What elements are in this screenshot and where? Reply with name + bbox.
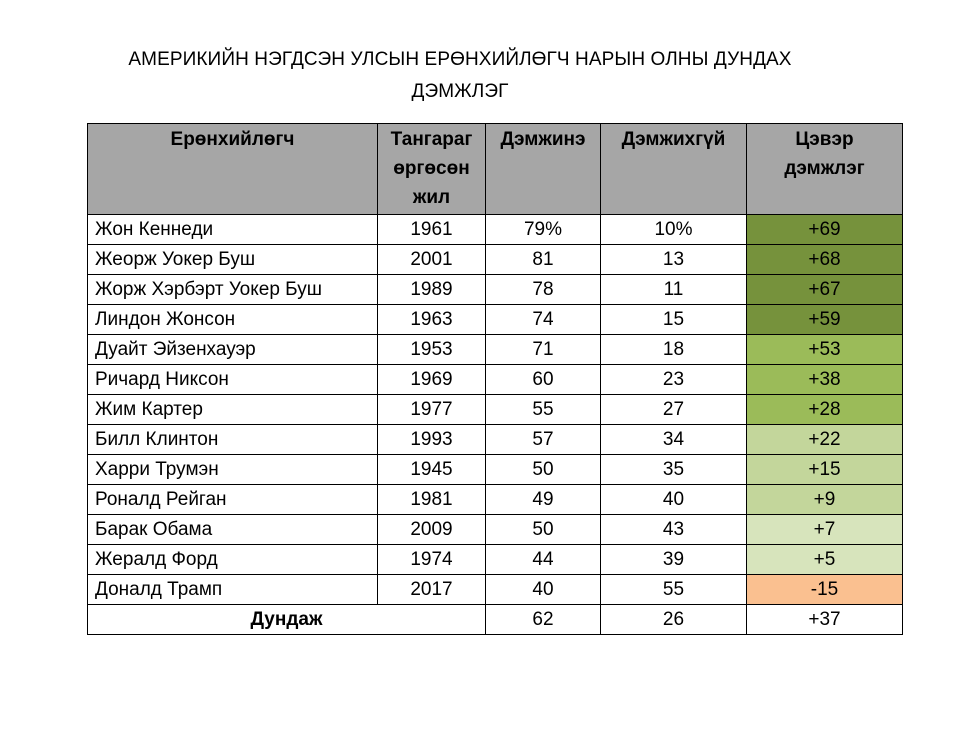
cell-net: +22 xyxy=(747,425,903,455)
cell-president: Дуайт Эйзенхауэр xyxy=(88,335,378,365)
cell-year: 1974 xyxy=(378,545,486,575)
cell-year: 1977 xyxy=(378,395,486,425)
cell-year: 1963 xyxy=(378,305,486,335)
table-row xyxy=(88,335,903,365)
header-approve: Дэмжинэ xyxy=(486,124,601,215)
average-row xyxy=(88,605,903,635)
cell-president: Жим Картер xyxy=(88,395,378,425)
cell-president: Жеорж Уокер Буш xyxy=(88,245,378,275)
table-row xyxy=(88,485,903,515)
cell-net: +59 xyxy=(747,305,903,335)
average-label: Дундаж xyxy=(88,605,486,635)
cell-approve: 55 xyxy=(486,395,601,425)
cell-approve: 74 xyxy=(486,305,601,335)
cell-president: Харри Трумэн xyxy=(88,455,378,485)
cell-year: 2009 xyxy=(378,515,486,545)
cell-disapprove: 11 xyxy=(601,275,747,305)
cell-approve: 50 xyxy=(486,455,601,485)
header-president: Ерөнхийлөгч xyxy=(88,124,378,215)
cell-approve: 79% xyxy=(486,215,601,245)
cell-president: Барак Обама xyxy=(88,515,378,545)
cell-year: 2017 xyxy=(378,575,486,605)
cell-disapprove: 35 xyxy=(601,455,747,485)
cell-net: +68 xyxy=(747,245,903,275)
cell-approve: 60 xyxy=(486,365,601,395)
cell-disapprove: 55 xyxy=(601,575,747,605)
title-line-1: АМЕРИКИЙН НЭГДСЭН УЛСЫН ЕРӨНХИЙЛӨГЧ НАРЫН ОЛНЫ ДУНДАХ xyxy=(128,49,792,70)
cell-approve: 49 xyxy=(486,485,601,515)
header-net: Цэвэр дэмжлэг xyxy=(747,124,903,215)
table-row xyxy=(88,305,903,335)
table-row xyxy=(88,425,903,455)
cell-approve: 44 xyxy=(486,545,601,575)
header-disapprove: Дэмжихгүй xyxy=(601,124,747,215)
cell-net: +28 xyxy=(747,395,903,425)
cell-approve: 78 xyxy=(486,275,601,305)
cell-net: +67 xyxy=(747,275,903,305)
table-row xyxy=(88,515,903,545)
cell-net: +38 xyxy=(747,365,903,395)
table-row xyxy=(88,575,903,605)
cell-disapprove: 10% xyxy=(601,215,747,245)
cell-disapprove: 34 xyxy=(601,425,747,455)
header-row xyxy=(88,124,903,215)
title-line-2: ДЭМЖЛЭГ xyxy=(411,81,509,102)
table-row xyxy=(88,395,903,425)
table-row xyxy=(88,275,903,305)
cell-approve: 81 xyxy=(486,245,601,275)
cell-president: Жералд Форд xyxy=(88,545,378,575)
cell-net: +9 xyxy=(747,485,903,515)
cell-disapprove: 43 xyxy=(601,515,747,545)
cell-approve: 71 xyxy=(486,335,601,365)
cell-disapprove: 15 xyxy=(601,305,747,335)
cell-year: 1953 xyxy=(378,335,486,365)
table-row xyxy=(88,365,903,395)
cell-net: +5 xyxy=(747,545,903,575)
table-row xyxy=(88,245,903,275)
cell-president: Жорж Хэрбэрт Уокер Буш xyxy=(88,275,378,305)
average-disapprove: 26 xyxy=(601,605,747,635)
cell-disapprove: 13 xyxy=(601,245,747,275)
cell-approve: 50 xyxy=(486,515,601,545)
cell-net: +53 xyxy=(747,335,903,365)
table-row xyxy=(88,215,903,245)
approval-table xyxy=(87,123,903,635)
cell-president: Доналд Трамп xyxy=(88,575,378,605)
cell-president: Жон Кеннеди xyxy=(88,215,378,245)
cell-disapprove: 18 xyxy=(601,335,747,365)
average-approve: 62 xyxy=(486,605,601,635)
cell-year: 1981 xyxy=(378,485,486,515)
average-net: +37 xyxy=(747,605,903,635)
cell-president: Ричард Никсон xyxy=(88,365,378,395)
table-row xyxy=(88,545,903,575)
cell-president: Линдон Жонсон xyxy=(88,305,378,335)
cell-president: Билл Клинтон xyxy=(88,425,378,455)
cell-disapprove: 40 xyxy=(601,485,747,515)
cell-year: 1989 xyxy=(378,275,486,305)
cell-disapprove: 27 xyxy=(601,395,747,425)
header-year: Тангараг өргөсөн жил xyxy=(378,124,486,215)
cell-disapprove: 39 xyxy=(601,545,747,575)
cell-president: Роналд Рейган xyxy=(88,485,378,515)
cell-year: 1993 xyxy=(378,425,486,455)
cell-disapprove: 23 xyxy=(601,365,747,395)
cell-year: 1945 xyxy=(378,455,486,485)
cell-net: +7 xyxy=(747,515,903,545)
cell-year: 1969 xyxy=(378,365,486,395)
cell-approve: 40 xyxy=(486,575,601,605)
cell-net: +15 xyxy=(747,455,903,485)
cell-net: -15 xyxy=(747,575,903,605)
cell-net: +69 xyxy=(747,215,903,245)
table-row xyxy=(88,455,903,485)
cell-year: 2001 xyxy=(378,245,486,275)
cell-year: 1961 xyxy=(378,215,486,245)
page-title xyxy=(60,44,860,108)
cell-approve: 57 xyxy=(486,425,601,455)
